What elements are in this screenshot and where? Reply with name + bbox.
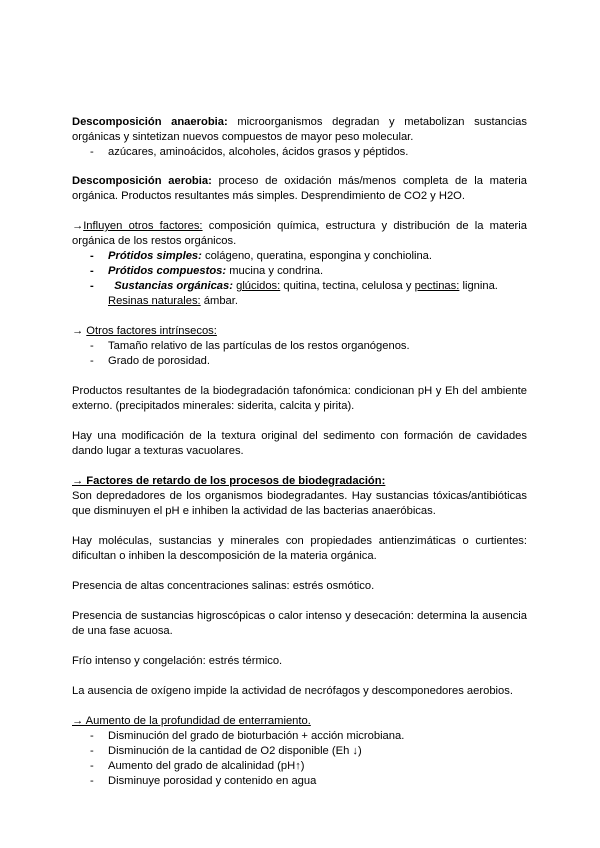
para-productos: Productos resultantes de la biodegradación tafonómica: condicionan pH y Eh del ambiente externo. (precipitados minerales: siderita, calcita y pirita). <box>72 385 527 412</box>
para-retardo: Son depredadores de los organismos biodegradantes. Hay sustancias tóxicas/antibióticas que disminuyen el pH e inhiben la actividad de las bacterias anaeróbicas. <box>72 490 527 517</box>
list-item: - Tamaño relativo de las partículas de los restos organógenos. <box>90 340 410 352</box>
heading-aerobia: Descomposición aerobia: <box>72 175 212 187</box>
list-item: - Disminución de la cantidad de O2 disponible (Eh ↓) <box>90 745 362 757</box>
heading-retardo: → Factores de retardo de los procesos de biodegradación: <box>72 475 386 487</box>
para-oxigeno: La ausencia de oxígeno impide la actividad de necrófagos y descomponedores aerobios. <box>72 685 513 697</box>
list-item: - Aumento del grado de alcalinidad (pH↑) <box>90 760 305 772</box>
para-higroscopicas: Presencia de sustancias higroscópicas o calor intenso y desecación: determina la ausencia de una fase acuosa. <box>72 610 527 637</box>
para-modificacion: Hay una modificación de la textura original del sedimento con formación de cavidades dando lugar a texturas vacuolares. <box>72 430 527 457</box>
para-otros-factores: → Otros factores intrínsecos: <box>72 325 217 337</box>
heading-influyen: Influyen otros factores: <box>83 220 203 232</box>
list-item: - Prótidos compuestos: mucina y condrina. <box>90 265 324 277</box>
list-item: - Sustancias orgánicas: glúcidos: quitina, tectina, celulosa y pectinas: lignina. Resinas naturales: ámbar. <box>90 280 498 307</box>
list-item: - azúcares, aminoácidos, alcoholes, ácidos grasos y péptidos. <box>90 146 409 158</box>
heading-profundidad: → Aumento de la profundidad de enterramiento. <box>72 715 311 727</box>
para-frio: Frío intenso y congelación: estrés térmico. <box>72 655 283 667</box>
para-moleculas: Hay moléculas, sustancias y minerales con propiedades antienzimáticas o curtientes: dificultan o inhiben la descomposición de la materia orgánica. <box>72 535 527 562</box>
list-item: - Grado de porosidad. <box>90 355 210 367</box>
para-aerobia: Descomposición aerobia: proceso de oxidación más/menos completa de la materia orgánica. Productos resultantes más simples. Desprendimiento de CO2 y H2O. <box>72 175 527 202</box>
para-salinas: Presencia de altas concentraciones salinas: estrés osmótico. <box>72 580 375 592</box>
heading-otros-factores: Otros factores intrínsecos: <box>86 325 217 337</box>
para-anaerobia: Descomposición anaerobia: microorganismos degradan y metabolizan sustancias orgánicas y sintetizan nuevos compuestos de mayor peso molecular. <box>72 116 527 143</box>
document-body <box>72 115 527 789</box>
list-item: - Prótidos simples: colágeno, queratina, espongina y conchiolina. <box>90 250 433 262</box>
heading-anaerobia: Descomposición anaerobia: <box>72 116 228 128</box>
list-item: - Disminución del grado de bioturbación + acción microbiana. <box>90 730 405 742</box>
para-influyen: →Influyen otros factores: composición química, estructura y distribución de la materia orgánica de los restos orgánicos. <box>72 220 527 247</box>
list-item: - Disminuye porosidad y contenido en agua <box>90 775 317 787</box>
